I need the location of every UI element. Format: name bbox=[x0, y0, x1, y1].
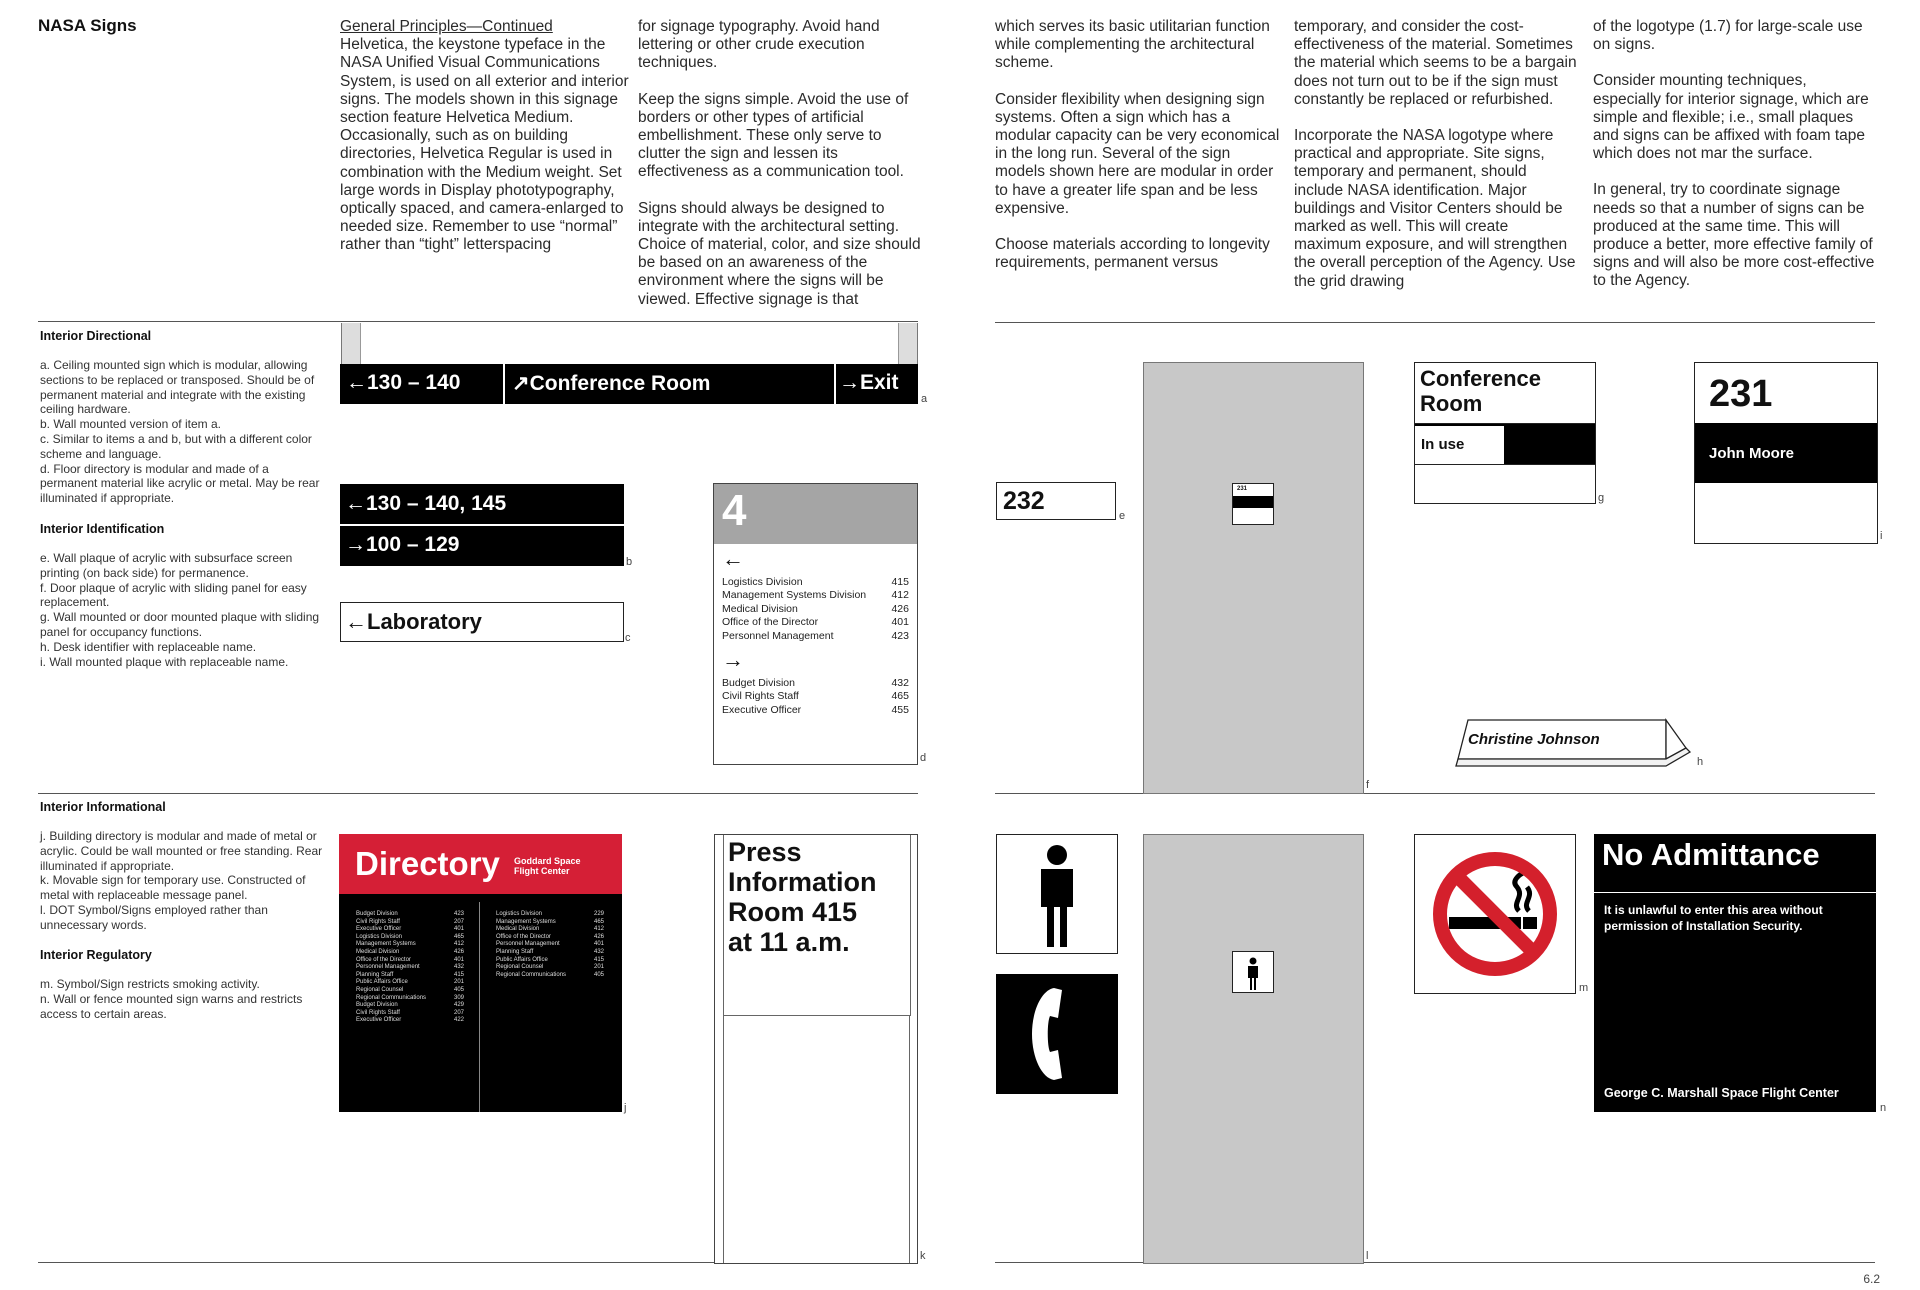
list-item: Executive Officer 422 bbox=[356, 1017, 464, 1024]
caption-item: m. Symbol/Sign restricts smoking activity. bbox=[40, 977, 260, 991]
list-item: Regional Counsel 405 bbox=[356, 986, 464, 993]
directory-column-2 bbox=[496, 911, 604, 979]
sign-k-movable-sign bbox=[714, 834, 918, 1264]
sign-a-segment-2: ↗Conference Room bbox=[512, 372, 711, 395]
list-item: Civil Rights Staff 207 bbox=[356, 918, 464, 925]
arrow-up-right-icon: ↗ bbox=[512, 372, 530, 395]
column-paragraph: of the logotype (1.7) for large-scale use on signs. bbox=[1593, 18, 1863, 54]
list-item: Management Systems 412 bbox=[356, 941, 464, 948]
section-heading-informational: Interior Informational bbox=[40, 800, 166, 814]
list-item: Public Affairs Office 201 bbox=[356, 979, 464, 986]
sign-label: h bbox=[1697, 756, 1704, 768]
list-item: Personnel Management 432 bbox=[356, 964, 464, 971]
caption-item: f. Door plaque of acrylic with sliding panel for easy replacement. bbox=[40, 580, 307, 610]
text-column-5 bbox=[1593, 18, 1878, 309]
column-paragraph: Signs should always be designed to integrate with the architectural setting. Choice of material, color, and size should be based on an awareness of the environment where the signs will be viewed. Effective signage is that bbox=[638, 199, 921, 308]
list-item: Budget Division 423 bbox=[356, 911, 464, 917]
list-item: Logistics Division 465 bbox=[356, 933, 464, 940]
directory-column-1 bbox=[356, 911, 464, 1025]
caption-item: n. Wall or fence mounted sign warns and restricts access to certain areas. bbox=[40, 991, 303, 1021]
sign-a-segment-1: ←130 – 140 bbox=[346, 371, 461, 394]
list-item: Personnel Management 423 bbox=[722, 629, 909, 642]
list-item: Logistics Division 415 bbox=[722, 576, 909, 588]
status-label: In use bbox=[1421, 436, 1465, 453]
text-column-1 bbox=[340, 18, 630, 255]
arrow-left-icon: ← bbox=[345, 492, 366, 515]
list-item: Public Affairs Office 415 bbox=[496, 956, 604, 963]
caption-item: d. Floor directory is modular and made of a permanent material like acrylic or metal. May be rear illuminated if appropriate. bbox=[40, 461, 320, 506]
sign-label: e bbox=[1119, 510, 1126, 522]
list-item: Executive Officer 455 bbox=[722, 703, 909, 716]
caption-item: i. Wall mounted plaque with replaceable name. bbox=[40, 654, 289, 669]
identification-captions bbox=[40, 551, 325, 669]
section-heading-directional: Interior Directional bbox=[40, 329, 152, 343]
column-heading: General Principles—Continued bbox=[340, 18, 553, 35]
directory-title: Directory bbox=[355, 845, 500, 882]
list-item: Office of the Director 401 bbox=[722, 616, 909, 629]
section-heading-regulatory: Interior Regulatory bbox=[40, 948, 152, 962]
directory-list-right bbox=[722, 677, 909, 717]
column-paragraph: temporary, and consider the cost-effectiveness of the material. Sometimes the material which seems to be a bargain does not turn out to be if the sign must constantly be replaced or refurbished. bbox=[1294, 18, 1577, 108]
regulatory-captions bbox=[40, 977, 325, 1021]
sign-label: j bbox=[624, 1102, 627, 1114]
sign-label: l bbox=[1366, 1250, 1369, 1262]
directional-captions bbox=[40, 358, 325, 506]
column-paragraph: Keep the signs simple. Avoid the use of borders or other types of artificial embellishment. These only serve to clutter the sign and lessen its effectiveness as a communication tool. bbox=[638, 90, 909, 181]
caption-item: h. Desk identifier with replaceable name. bbox=[40, 639, 257, 654]
list-item: Personnel Management 401 bbox=[496, 941, 604, 948]
list-item: Budget Division 429 bbox=[356, 1002, 464, 1009]
list-item: Budget Division 432 bbox=[722, 677, 909, 689]
sign-c-text: ←Laboratory bbox=[345, 609, 482, 634]
list-item: Civil Rights Staff 207 bbox=[356, 1009, 464, 1016]
column-paragraph: Helvetica, the keystone typeface in the NASA Unified Visual Communications System, is used on all exterior and interior signs. The models shown in this signage section feature Helvetica Medium. Occasionally, such as on building directories, Helvetica Regular is used in combination with the Medium weight. Set large words in Display phototypography, optically spaced, and camera-enlarged to needed size. Remember to use “normal” rather than “tight” letterspacing bbox=[340, 36, 629, 254]
list-item: Medical Division 412 bbox=[496, 926, 604, 933]
text-column-3 bbox=[995, 18, 1280, 290]
sign-label: k bbox=[920, 1250, 926, 1262]
room-number: 231 bbox=[1709, 373, 1773, 415]
caption-item: b. Wall mounted version of item a. bbox=[40, 417, 221, 432]
floor-number: 4 bbox=[722, 486, 747, 535]
sign-b-wall-directional bbox=[340, 484, 624, 566]
man-symbol-icon bbox=[1232, 951, 1274, 993]
list-item: Management Systems Division 412 bbox=[722, 589, 909, 602]
sign-label: b bbox=[626, 556, 633, 568]
column-paragraph: which serves its basic utilitarian function while complementing the architectural scheme. bbox=[995, 18, 1270, 72]
room-title: Conference Room bbox=[1420, 366, 1542, 416]
sign-j-building-directory bbox=[339, 834, 622, 1112]
section-divider bbox=[995, 793, 1875, 794]
door-f bbox=[1143, 362, 1364, 794]
list-item: Civil Rights Staff 465 bbox=[722, 690, 909, 703]
directory-header bbox=[339, 834, 622, 894]
arrow-left-icon: ← bbox=[345, 609, 367, 634]
desk-name: Christine Johnson bbox=[1468, 731, 1600, 748]
section-divider bbox=[995, 322, 1875, 323]
sign-i-wall-plaque bbox=[1694, 362, 1878, 544]
arrow-left-icon: ← bbox=[722, 546, 744, 571]
column-paragraph: Choose materials according to longevity requirements, permanent versus bbox=[995, 236, 1270, 272]
message-text: Press Information Room 415 at 11 a.m. bbox=[728, 837, 877, 957]
occupant-name: John Moore bbox=[1709, 445, 1794, 462]
sign-m-no-smoking bbox=[1414, 834, 1576, 994]
list-item: Regional Communications 405 bbox=[496, 971, 604, 978]
text-column-4 bbox=[1294, 18, 1579, 309]
list-item: Planning Staff 415 bbox=[356, 971, 464, 978]
informational-captions bbox=[40, 829, 325, 933]
warning-message: It is unlawful to enter this area without permission of Installation Security. bbox=[1604, 903, 1823, 933]
warning-title: No Admittance bbox=[1602, 837, 1820, 872]
sign-label: d bbox=[920, 752, 927, 764]
sign-n-no-admittance bbox=[1594, 834, 1876, 1112]
dot-telephone-sign bbox=[996, 974, 1118, 1094]
center-name: George C. Marshall Space Flight Center bbox=[1604, 1086, 1839, 1100]
directory-header-band bbox=[714, 484, 917, 544]
arrow-left-icon: ← bbox=[346, 371, 367, 394]
section-divider bbox=[38, 321, 918, 322]
text-column-2 bbox=[638, 18, 923, 327]
plaque-number: 231 bbox=[1237, 486, 1248, 492]
arrow-right-icon: → bbox=[839, 371, 860, 394]
door-l bbox=[1143, 834, 1364, 1264]
arrow-right-icon: → bbox=[345, 533, 366, 556]
list-item: Management Systems 465 bbox=[496, 918, 604, 925]
sign-c-directional bbox=[340, 602, 624, 642]
column-paragraph: Consider flexibility when designing sign systems. Often a sign which has a modular capacity can be very economical in the long run. Several of the sign models shown here are modular in order to have a greater life span and be less expensive. bbox=[995, 90, 1280, 217]
room-number: 232 bbox=[1003, 487, 1045, 515]
caption-item: g. Wall mounted or door mounted plaque with sliding panel for occupancy functions. bbox=[40, 610, 320, 639]
directory-subtitle: Goddard Space Flight Center bbox=[514, 856, 581, 876]
sign-label: n bbox=[1880, 1102, 1887, 1114]
column-paragraph: In general, try to coordinate signage needs so that a number of signs can be produced at the same time. This will produce a better, more effective family of signs and will also be more cost-effective to the Agency. bbox=[1593, 181, 1875, 290]
telephone-icon bbox=[996, 974, 1118, 1094]
directory-list-left bbox=[722, 576, 909, 643]
caption-item: j. Building directory is modular and made of metal or acrylic. Could be wall mounted or free standing. Rear illuminated if appropriate. bbox=[40, 829, 323, 873]
sign-b-line-2: →100 – 129 bbox=[345, 533, 460, 556]
list-item: Regional Communications 309 bbox=[356, 994, 464, 1001]
column-paragraph: Consider mounting techniques, especially for interior signage, which are simple and flexible; i.e., small plaques and signs can be affixed with foam tape which does not mar the surface. bbox=[1593, 72, 1869, 163]
list-item: Logistics Division 229 bbox=[496, 911, 604, 917]
man-symbol-icon bbox=[997, 835, 1117, 953]
caption-item: k. Movable sign for temporary use. Constructed of metal with replaceable message panel. bbox=[40, 873, 306, 903]
sign-f-door-plaque bbox=[1232, 483, 1274, 525]
ceiling-hardware bbox=[341, 323, 918, 366]
brand-title: NASA Signs bbox=[38, 16, 137, 35]
sign-label: a bbox=[921, 393, 928, 405]
sign-label: g bbox=[1598, 492, 1605, 504]
page-number: 6.2 bbox=[1863, 1272, 1880, 1286]
list-item: Regional Counsel 201 bbox=[496, 964, 604, 971]
sign-label: f bbox=[1366, 779, 1370, 791]
sign-a-ceiling-directional bbox=[340, 364, 918, 404]
list-item: Office of the Director 426 bbox=[496, 933, 604, 940]
dot-restroom-sign bbox=[996, 834, 1118, 954]
sign-d-floor-directory bbox=[713, 483, 918, 765]
section-heading-identification: Interior Identification bbox=[40, 522, 165, 536]
name-panel bbox=[1695, 423, 1877, 483]
sign-label: c bbox=[625, 632, 631, 644]
sign-e-wall-plaque bbox=[996, 482, 1116, 520]
section-divider bbox=[995, 1262, 1875, 1263]
no-smoking-icon bbox=[1415, 835, 1575, 993]
caption-item: a. Ceiling mounted sign which is modular, allowing sections to be replaced or transposed. Should be of permanent material and integrate with the existing ceiling hardware. bbox=[40, 358, 315, 417]
column-paragraph: for signage typography. Avoid hand lettering or other crude execution techniques. bbox=[638, 18, 880, 72]
list-item: Medical Division 426 bbox=[722, 602, 909, 615]
caption-item: e. Wall plaque of acrylic with subsurface screen printing (on back side) for permanence. bbox=[40, 551, 293, 580]
column-paragraph: Incorporate the NASA logotype where practical and appropriate. Site signs, temporary and permanent, should include NASA identification. Major buildings and Visitor Centers should be marked as well. This will create maximum exposure, and will strengthen the overall perception of the Agency. Use the grid drawing bbox=[1294, 127, 1576, 290]
sliding-panel bbox=[1504, 424, 1595, 464]
list-item: Executive Officer 401 bbox=[356, 926, 464, 933]
list-item: Office of the Director 401 bbox=[356, 956, 464, 963]
sign-a-segment-3: →Exit bbox=[839, 371, 899, 394]
sign-g-occupancy-plaque bbox=[1414, 362, 1596, 504]
section-divider bbox=[38, 793, 918, 794]
list-item: Medical Division 426 bbox=[356, 948, 464, 955]
caption-item: l. DOT Symbol/Signs employed rather than unnecessary words. bbox=[40, 902, 268, 932]
sign-label: i bbox=[1880, 530, 1883, 542]
list-item: Planning Staff 432 bbox=[496, 948, 604, 955]
message-panel bbox=[723, 835, 911, 1016]
caption-item: c. Similar to items a and b, but with a different color scheme and language. bbox=[40, 431, 312, 461]
sign-b-line-1: ←130 – 140, 145 bbox=[345, 492, 507, 515]
sign-label: m bbox=[1579, 982, 1589, 994]
arrow-right-icon: → bbox=[722, 647, 744, 672]
